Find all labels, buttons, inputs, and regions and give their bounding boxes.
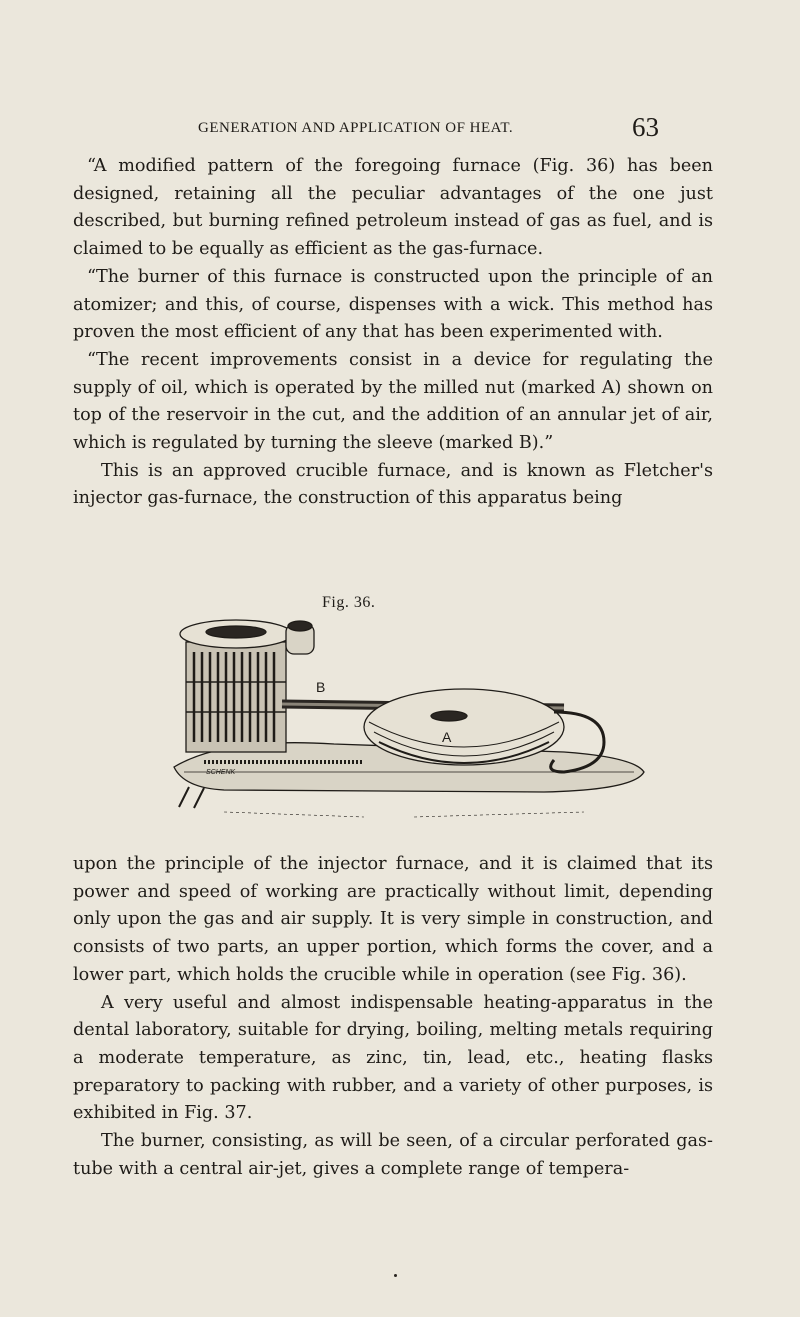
left-foot [179,787,204,808]
figure-caption: Fig. 36. [322,594,376,611]
paragraph-6: A very useful and almost indispensable heating-apparatus in the dental laboratory, suitable for drying, boiling, melting metals requiring a moderate temperature, as zinc, tin, lead, etc., heating flasks preparatory to packing with rubber, and a variety of other purposes, is exhibited in Fig. 37. [73,992,713,1124]
engraver-signature: SCHENK [206,769,236,776]
paragraph-4: This is an approved crucible furnace, and is known as Fletcher's injector gas-furnace, the construction of this apparatus being [73,460,713,509]
label-a: A [442,729,452,745]
paragraph-3: “The recent improvements consist in a device for regulating the supply of oil, which is operated by the milled nut (marked A) shown on top of the reservoir in the cut, and the addition of an annular jet of air, which is regulated by turning the sleeve (marked B).” [73,349,713,454]
text-block-bottom [73,851,713,1183]
page-speck [394,1274,397,1277]
oil-reservoir [364,689,564,765]
paragraph-2: “The burner of this furnace is constructed upon the principle of an atomizer; and this, of course, dispenses with a wick. This method has proven the most efficient of any that has been experimented with. [73,266,713,343]
milled-nut-a [431,711,467,721]
figure-36-furnace-illustration [164,612,664,832]
running-header: GENERATION AND APPLICATION OF HEAT. [198,120,514,136]
label-b: B [316,679,326,695]
paragraph-7: The burner, consisting, as will be seen, of a circular perforated gas-tube with a central air-jet, gives a complete range of tempera- [73,1131,713,1179]
paragraph-1: “A modified pattern of the foregoing furnace (Fig. 36) has been designed, retaining all the peculiar advantages of the one just described, but burning refined petroleum instead of gas as fuel, and is claimed to be equally as efficient as the gas-furnace. [73,156,713,260]
paragraph-5: upon the principle of the injector furnace, and it is claimed that its power and speed of working are practically without limit, depending only upon the gas and air supply. It is very simple in construction, and consists of two parts, an upper portion, which forms the cover, and a lower part, which holds the crucible while in operation (see Fig. 36). [73,854,713,985]
text-block-top [73,153,713,513]
page-number: 63 [632,112,659,142]
